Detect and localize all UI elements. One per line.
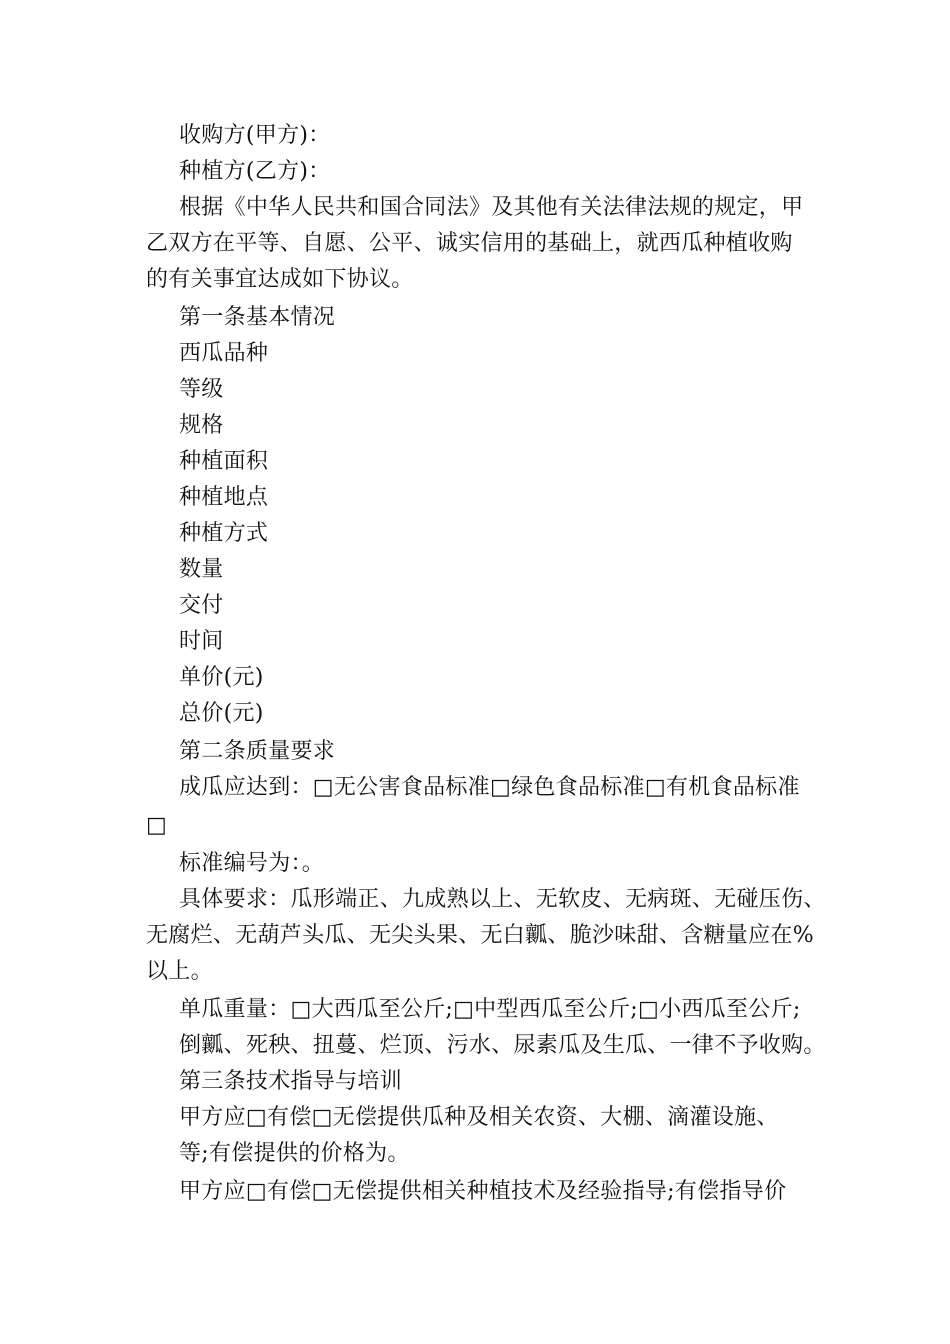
field-area: 种植面积 xyxy=(179,449,269,474)
field-spec: 规格 xyxy=(179,413,224,438)
field-location: 种植地点 xyxy=(179,485,269,510)
quality-standard-line: 成瓜应达到：□无公害食品标准□绿色食品标准□有机食品标准 xyxy=(179,775,800,800)
field-quantity: 数量 xyxy=(179,557,224,582)
preamble-line-1: 根据《中华人民共和国合同法》及其他有关法律法规的规定，甲 xyxy=(179,195,804,220)
guidance-line: 甲方应□有偿□无偿提供相关种植技术及经验指导;有偿指导价 xyxy=(179,1179,787,1204)
field-unit-price: 单价(元) xyxy=(179,665,264,690)
single-melon-weight-line: 单瓜重量：□大西瓜至公斤;□中型西瓜至公斤;□小西瓜至公斤; xyxy=(179,997,801,1022)
requirements-line-3: 以上。 xyxy=(146,959,213,984)
quality-standard-extra-box: □ xyxy=(146,813,168,838)
supply-line-1: 甲方应□有偿□无偿提供瓜种及相关农资、大棚、滴灌设施、 xyxy=(179,1105,779,1130)
field-variety: 西瓜品种 xyxy=(179,341,269,366)
field-grade: 等级 xyxy=(179,377,224,402)
supply-line-2: 等;有偿提供的价格为。 xyxy=(179,1141,410,1166)
field-delivery: 交付 xyxy=(179,593,224,618)
standard-number-line: 标准编号为：。 xyxy=(179,851,325,876)
requirements-line-2: 无腐烂、无葫芦头瓜、无尖头果、无白瓤、脆沙味甜、含糖量应在% xyxy=(146,923,814,948)
buyer-party-line: 收购方(甲方)： xyxy=(179,123,331,148)
article-3-heading: 第三条技术指导与培训 xyxy=(179,1069,403,1094)
field-time: 时间 xyxy=(179,629,224,654)
requirements-line-1: 具体要求：瓜形端正、九成熟以上、无软皮、无病斑、无碰压伤、 xyxy=(179,887,826,912)
grower-party-line: 种植方(乙方)： xyxy=(179,159,331,184)
preamble-line-3: 的有关事宜达成如下协议。 xyxy=(146,267,414,292)
article-2-heading: 第二条质量要求 xyxy=(179,739,336,764)
preamble-line-2: 乙双方在平等、自愿、公平、诚实信用的基础上，就西瓜种植收购 xyxy=(146,231,793,256)
field-total-price: 总价(元) xyxy=(179,701,264,726)
article-1-heading: 第一条基本情况 xyxy=(179,305,336,330)
rejection-line: 倒瓤、死秧、扭蔓、烂顶、污水、尿素瓜及生瓜、一律不予收购。 xyxy=(179,1033,826,1058)
field-method: 种植方式 xyxy=(179,521,269,546)
